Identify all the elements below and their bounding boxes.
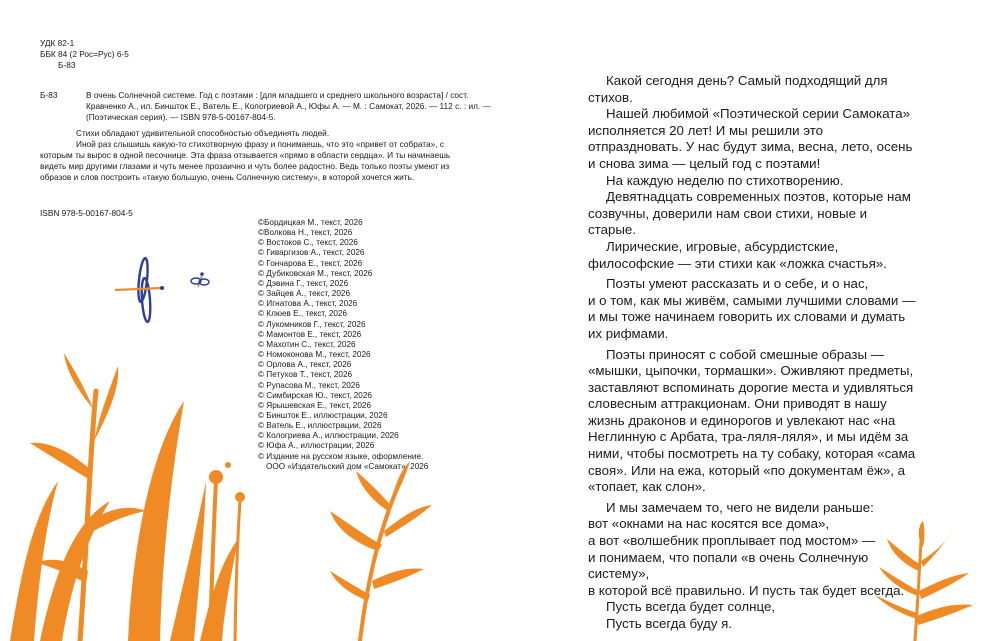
copyright-line: © Орлова А., текст, 2026 [258,360,352,370]
copyright-line: © Дубиковская М., текст, 2026 [258,268,373,278]
annotation-paragraph: Стихи обладают удивительной способностью объединять людей. [76,128,330,138]
text-paragraph: Лирические, игровые, абсурдистские, философские — эти стихи как «ложка счастья». [588,238,887,271]
bib-code: Б-83 [40,90,58,100]
copyright-line: © Востоков С., текст, 2026 [258,238,358,248]
copyright-line: © Лукомников Г., текст, 2026 [258,319,366,329]
text-paragraph: На каждую неделю по стихотворению. [606,172,844,188]
text-paragraph: Девятнадцать современных поэтов, которые нам созвучны, доверили нам свои стихи, новые и старые. [588,189,911,238]
text-paragraph: Какой сегодня день? Самый подходящий для стихов. [588,73,888,105]
copyright-line: ООО «Издательский дом «Самокат», 2026 [266,461,429,471]
copyright-line: © Издание на русском языке, оформление. [258,451,424,461]
text-paragraph: а вот «волшебник проплывает под мостом» — [588,533,876,549]
copyright-line: © Симбирская Ю., текст, 2026 [258,390,372,400]
copyright-line: © Петухов Т., текст, 2026 [258,370,353,380]
text-paragraph: И мы замечаем то, чего не видели раньше: [606,499,874,515]
annotation-paragraph: Иной раз слышишь какую-то стихотворную фразу и понимаешь, что это «привет от собрата», с которым ты вырос в одной песочнице. Эта фраза отзывается «прямо в области сердца». И ты начинаешь видеть мир другими глазами и чуть менее прозаично и чуть более радостно. Ведь только поэты умеют из образов и слов построить «такую большую, очень Солнечную систему», в которой хочется жить. [40,138,451,182]
bib-text: В очень Солнечной системе. Год с поэтами : [для младшего и среднего школьного возраста] / сост. Кравченко А., ил. Биншток Е., Ватель Е., Кологриевой А., Юфы А. — М. : Самокат, 2026. — 112 с. : ил. — (Поэтическая серия). — ISBN 978-5-00167-804-5. [86,90,491,122]
copyright-line: © Ярышевская Е., текст, 2026 [258,400,372,410]
copyright-line: © Ватель Е., иллюстрации, 2026 [258,421,382,431]
text-paragraph: Пусть всегда буду я. [606,616,733,631]
plant-illustration-right [855,521,995,641]
text-paragraph: Поэты умеют рассказать и о себе, и о нас, [606,276,869,292]
copyright-line: © Дэвина Г., текст, 2026 [258,278,349,288]
copyright-line: © Мамонтов Е., текст, 2026 [258,329,362,339]
annotation [40,128,465,183]
author-mark: Б-83 [58,60,76,70]
right-page [500,0,1000,641]
udk-code: УДК 82-1 [40,38,75,48]
copyright-line: ©Волкова Н., текст, 2026 [258,228,353,238]
copyright-line: © Махотин С., текст, 2026 [258,339,356,349]
text-paragraph: Нашей любимой «Поэтической серии Самоката» исполняется 20 лет! И мы решили это отпраздновать. У нас будут зима, весна, лето, осень и снова зима — целый год с поэтами! [588,106,913,171]
text-paragraph: вот «окнами на нас косятся все дома», [588,516,830,532]
copyright-line: © Клюев Е., текст, 2026 [258,309,348,319]
isbn: ISBN 978-5-00167-804-5 [40,208,133,218]
copyright-line: © Биншток Е., иллюстрации, 2026 [258,410,388,420]
copyright-line: ©Бордицкая М., текст, 2026 [258,218,363,227]
copyright-line: © Зайцев А., текст, 2026 [258,289,351,299]
left-page [0,0,490,641]
copyright-line: © Номоконова М., текст, 2026 [258,350,371,360]
copyright-line: © Юфа А., иллюстрации, 2026 [258,441,375,451]
copyright-line: © Гиваргизов А., текст, 2026 [258,248,365,258]
dragonfly-small-icon [191,272,209,287]
dragonfly-large-icon [115,258,164,323]
catalog-block [40,38,129,71]
plants-illustration-left [0,331,470,641]
text-paragraph: Поэты приносят с собой смешные образы — «мышки, цыпочки, тормашки». Оживляют предметы, заставляют вспоминать дорогие места и удивляться словесным аттракционам. Они приводят в нашу жизнь драконов и единорогов и увлекают нас «на Неглинную с Арбата, тра-ляля-ляля», и мы идём за ними, чтобы посмотреть на ту собаку, которая «сама своя». Или на ежа, который «по документам ёж», а «топает, как слон». [588,346,916,495]
dragonfly-illustration [110,255,230,325]
text-paragraph: и понимаем, что попали «в очень Солнечную систему», [588,549,869,582]
copyright-line: © Гончарова Е., текст, 2026 [258,258,363,268]
copyright-line: © Рупасова М., текст, 2026 [258,380,360,390]
copyright-line: © Игнатова А., текст, 2026 [258,299,358,309]
text-paragraph: Пусть всегда будет солнце, [606,599,776,615]
copyright-line: © Кологриева А., иллюстрации, 2026 [258,431,399,441]
text-paragraph: и мы тоже начинаем говорить их словами и думать их рифмами. [588,309,906,341]
bbk-code: ББК 84 (2 Рос=Рус) 6-5 [40,49,129,59]
text-paragraph: в которой всё правильно. И пусть так будет всегда. [588,582,905,598]
text-paragraph: и о том, как мы живём, самыми лучшими словами — [588,292,916,308]
